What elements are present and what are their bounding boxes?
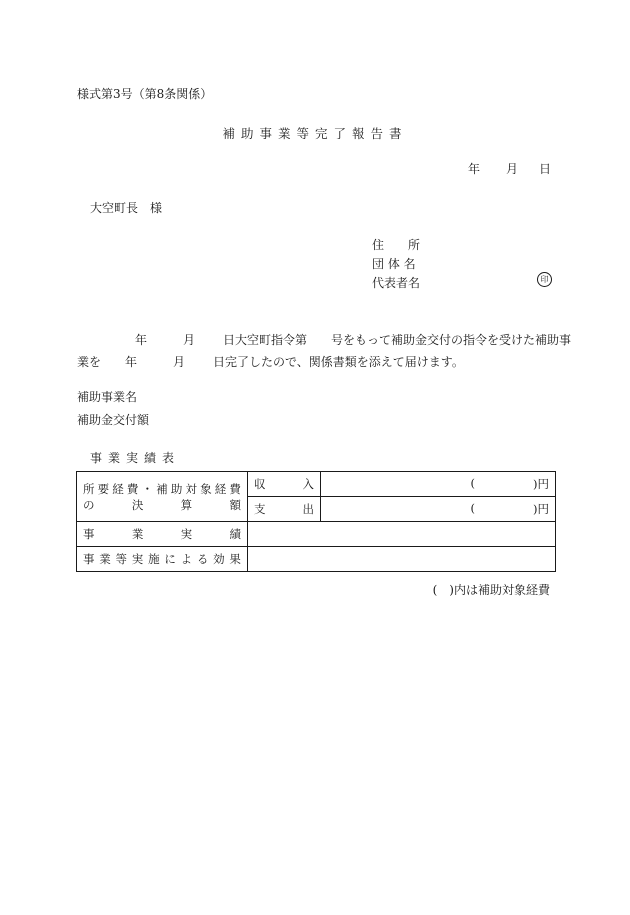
organization-label: 団 体 名 [372,257,416,271]
body-year-2: 年 [125,355,138,369]
justified-char: 経 [112,481,124,496]
effect-value-cell [248,547,556,572]
settlement-header-line1 [83,481,241,497]
body-prefix-2: 業を [77,355,102,369]
justified-char: 支 [254,502,266,516]
representative-label: 代表者名 [372,276,421,290]
justified-char: 算 [180,497,193,512]
justified-char: 事 [83,552,95,566]
body-text-2: 日完了したので、関係書類を添えて届けます。 [213,355,464,369]
addressee: 大空町長 様 [90,201,163,215]
settlement-header-line2 [83,497,241,513]
justified-char: 業 [99,552,111,566]
justified-char: 助 [170,481,183,496]
justified-char: 績 [229,527,241,541]
body-year-1: 年 [135,333,148,347]
justified-char: 等 [115,552,128,566]
justified-char: 収 [254,477,266,491]
justified-char: 実 [180,527,193,541]
seal-mark: 印 [537,272,552,287]
results-row [77,522,556,547]
income-subsidy-paren: ( [470,476,475,490]
justified-char: 決 [131,497,144,512]
income-label-cell [248,472,321,497]
results-label [83,526,241,542]
justified-char: 象 [200,481,212,496]
justified-char: 出 [302,502,314,516]
expenditure-yen-unit: )円 [533,502,549,516]
body-line-1 [77,329,572,351]
justified-char: 経 [214,481,227,496]
justified-char: 実 [131,552,144,566]
results-value-cell [248,522,556,547]
grant-amount-label: 補助金交付額 [77,413,150,427]
justified-char: 事 [83,527,95,541]
justified-char: 額 [229,497,241,512]
body-line-2 [77,351,555,373]
expenditure-label [254,501,314,517]
document-title: 補助事業等完了報告書 [222,126,408,141]
income-label [254,476,314,492]
form-number: 様式第3号（第8条関係） [77,87,213,101]
justified-char: ・ [141,481,154,496]
settlement-header-cell [77,472,248,522]
expenditure-amount-cell [321,497,556,522]
date-year-label: 年 [468,162,481,176]
body-month-1: 月 [183,333,196,347]
justified-char: る [196,552,209,566]
report-body [77,329,572,373]
results-label-cell [77,522,248,547]
justified-char: 対 [185,481,197,496]
date-month-label: 月 [506,162,519,176]
justified-char: 費 [229,481,241,496]
justified-char: 補 [156,481,168,496]
expenditure-subsidy-paren: ( [470,501,475,515]
effect-label [83,551,241,567]
results-table [76,471,556,572]
justified-char: 施 [148,552,160,566]
justified-char: に [164,552,176,566]
justified-char: 業 [131,527,144,541]
income-amount-cell [321,472,556,497]
justified-char: 入 [302,477,314,491]
justified-char: よ [180,552,193,566]
income-yen-unit: )円 [533,477,549,491]
justified-char: 所 [83,481,95,496]
effect-row [77,547,556,572]
income-row [77,472,556,497]
address-label: 住 所 [372,238,421,252]
project-name-label: 補助事業名 [77,390,138,404]
date-day-label: 日 [539,162,552,176]
justified-char: 要 [97,481,110,496]
justified-char: 果 [229,552,241,566]
body-month-2: 月 [173,355,186,369]
effect-label-cell [77,547,248,572]
justified-char: 効 [213,552,225,566]
table-title: 事業実績表 [90,451,181,465]
justified-char: 費 [126,481,139,496]
expenditure-label-cell [248,497,321,522]
subsidy-note: ( )内は補助対象経費 [432,583,550,597]
justified-char: の [83,497,95,512]
body-text-1: 日大空町指令第 号をもって補助金交付の指令を受けた補助事 [223,333,572,347]
